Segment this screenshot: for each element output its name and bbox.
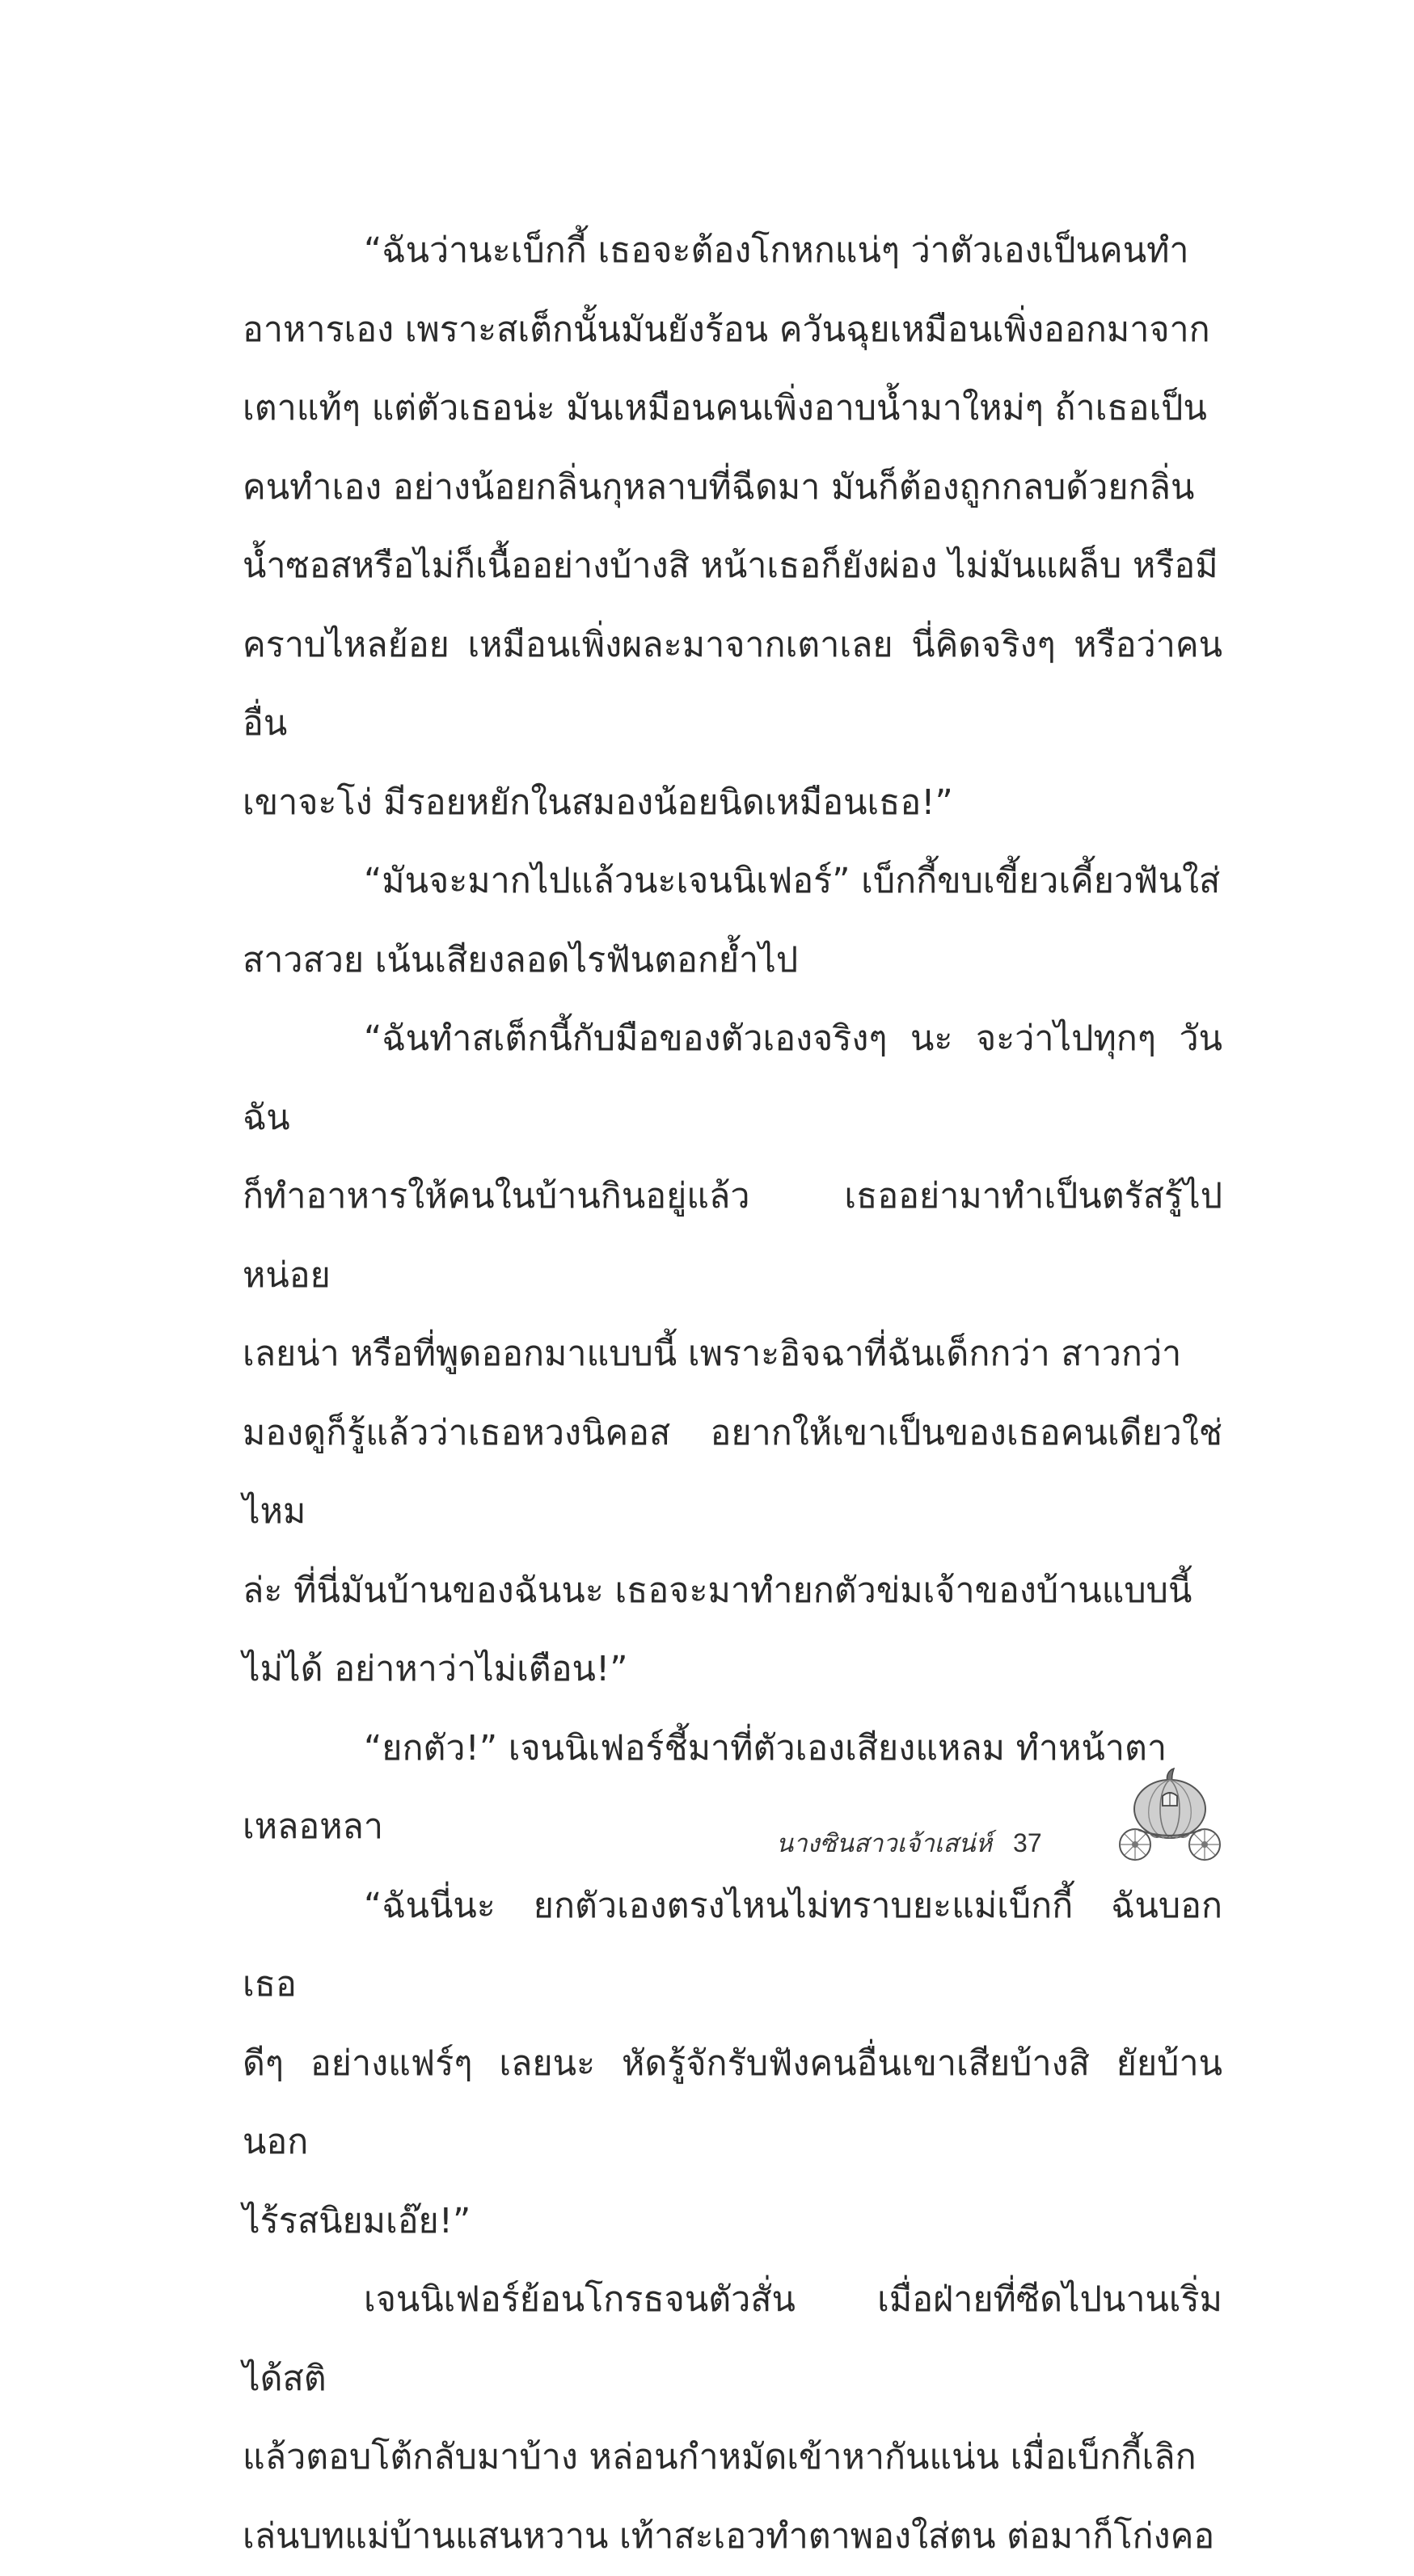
text-line: น้ำซอสหรือไม่ก็เนื้ออย่างบ้างสิ หน้าเธอก็ยังผ่อง ไม่มันแผล็บ หรือมี [243, 546, 1218, 586]
running-footer [776, 1823, 1042, 1863]
paragraph [243, 2261, 1222, 2576]
text-line: “ฉันว่านะเบ็กกี้ เธอจะต้องโกหกแน่ๆ ว่าตัวเองเป็นคนทำ [364, 230, 1189, 271]
text-line: ก็ทำอาหารให้คนในบ้านกินอยู่แล้ว เธออย่ามาทำเป็นตรัสรู้ไปหน่อย [243, 1176, 1222, 1296]
text-line: สาวสวย เน้นเสียงลอดไรฟันตอกย้ำไป [243, 939, 799, 980]
paragraph [243, 842, 1222, 1000]
text-line: ล่ะ ที่นี่มันบ้านของฉันนะ เธอจะมาทำยกตัวข่มเจ้าของบ้านแบบนี้ [243, 1570, 1192, 1611]
text-line: เจนนิเฟอร์ย้อนโกรธจนตัวสั่น เมื่อฝ่ายที่ซีดไปนานเริ่มได้สติ [243, 2279, 1222, 2399]
text-line: เล่นบทแม่บ้านแสนหวาน เท้าสะเอวทำตาพองใส่ตน ต่อมาก็โก่งคอ [243, 2515, 1215, 2557]
text-line: มองดูก็รู้แล้วว่าเธอหวงนิคอส อยากให้เขาเป็นของเธอคนเดียวใช่ไหม [243, 1412, 1222, 1532]
pumpkin-carriage-icon [1117, 1764, 1222, 1866]
text-line: ดีๆ อย่างแฟร์ๆ เลยนะ หัดรู้จักรับฟังคนอื่นเขาเสียบ้างสิ ยัยบ้านนอก [243, 2043, 1222, 2162]
page-number: 37 [1013, 1828, 1042, 1857]
paragraph [243, 212, 1222, 842]
text-line: เตาแท้ๆ แต่ตัวเธอน่ะ มันเหมือนคนเพิ่งอาบน้ำมาใหม่ๆ ถ้าเธอเป็น [243, 388, 1207, 428]
text-line: “ฉันนี่นะ ยกตัวเองตรงไหนไม่ทราบยะแม่เบ็กกี้ ฉันบอกเธอ [243, 1885, 1222, 2005]
text-line: คราบไหลย้อย เหมือนเพิ่งผละมาจากเตาเลย นี่คิดจริงๆ หรือว่าคนอื่น [243, 624, 1222, 744]
paragraph [243, 1710, 1222, 1867]
paragraph [243, 1867, 1222, 2262]
text-line: คนทำเอง อย่างน้อยกลิ่นกุหลาบที่ฉีดมา มันก็ต้องถูกกลบด้วยกลิ่น [243, 466, 1195, 508]
text-line: เลยน่า หรือที่พูดออกมาแบบนี้ เพราะอิจฉาที่ฉันเด็กกว่า สาวกว่า [243, 1334, 1182, 1374]
text-line: ไม่ได้ อย่าหาว่าไม่เตือน!” [243, 1649, 628, 1689]
text-line: ไร้รสนิยมเอ๊ย!” [243, 2200, 471, 2241]
text-line: แล้วตอบโต้กลับมาบ้าง หล่อนกำหมัดเข้าหากันแน่น เมื่อเบ็กกี้เลิก [243, 2437, 1197, 2477]
text-line: “มันจะมากไปแล้วนะเจนนิเฟอร์” เบ็กกี้ขบเขี้ยวเคี้ยวฟันใส่ [364, 861, 1221, 901]
page-body [243, 212, 1222, 2576]
text-line: เขาจะโง่ มีรอยหยักในสมองน้อยนิดเหมือนเธอ!” [243, 782, 953, 823]
text-line: “ยกตัว!” เจนนิเฟอร์ชี้มาที่ตัวเองเสียงแหลม ทำหน้าตา [364, 1727, 1167, 1769]
text-line: เหลอหลา [243, 1807, 384, 1847]
text-line: อาหารเอง เพราะสเต็กนั้นมันยังร้อน ควันฉุยเหมือนเพิ่งออกมาจาก [243, 309, 1210, 350]
text-line: “ฉันทำสเต็กนี้กับมือของตัวเองจริงๆ นะ จะว่าไปทุกๆ วันฉัน [243, 1018, 1222, 1138]
book-title: นางซินสาวเจ้าเสน่ห์ [776, 1829, 993, 1858]
paragraph [243, 1000, 1222, 1710]
